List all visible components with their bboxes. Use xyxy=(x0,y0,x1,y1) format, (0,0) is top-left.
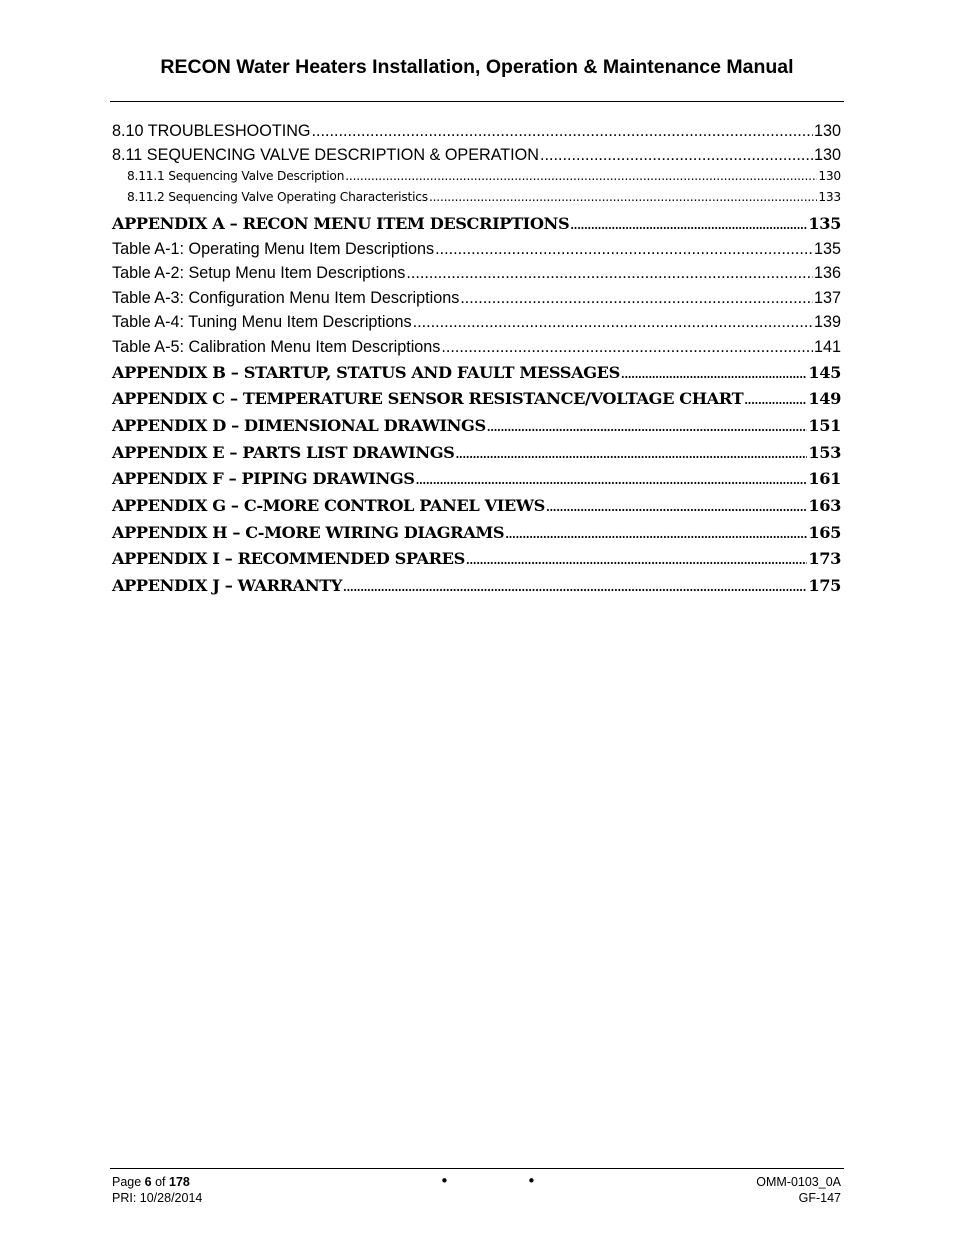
toc-leader xyxy=(455,448,807,461)
toc-leader xyxy=(435,240,813,259)
toc-entry-table-a5[interactable] xyxy=(112,338,841,357)
toc-leader xyxy=(413,313,813,332)
footer-divider xyxy=(110,1168,844,1169)
toc-entry-table-a3[interactable] xyxy=(112,289,841,308)
toc-entry-8-11[interactable] xyxy=(112,146,841,165)
toc-entry-page: 135 xyxy=(813,240,841,258)
toc-entry-appendix-j[interactable] xyxy=(112,576,841,595)
toc-leader xyxy=(540,146,813,165)
toc-entry-text: APPENDIX G – C-MORE CONTROL PANEL VIEWS xyxy=(112,496,545,515)
page-of: of xyxy=(151,1175,169,1189)
toc-leader xyxy=(416,474,808,487)
toc-entry-page: 137 xyxy=(813,289,841,307)
toc-entry-page: 175 xyxy=(808,576,841,595)
toc-entry-page: 163 xyxy=(808,496,841,515)
toc-entry-page: 151 xyxy=(808,416,841,435)
toc-entry-text: Table A-3: Configuration Menu Item Descriptions xyxy=(112,289,460,307)
toc-entry-page: 141 xyxy=(813,338,841,356)
toc-entry-appendix-g[interactable] xyxy=(112,496,841,515)
toc-leader xyxy=(343,581,807,594)
toc-entry-text: APPENDIX D – DIMENSIONAL DRAWINGS xyxy=(112,416,486,435)
toc-entry-text: APPENDIX B – STARTUP, STATUS AND FAULT MESSAGES xyxy=(112,363,620,382)
toc-entry-8-11-1[interactable] xyxy=(127,169,841,183)
footer-bullet: • xyxy=(527,1172,536,1190)
footer-left xyxy=(112,1174,202,1206)
toc-entry-text: Table A-5: Calibration Menu Item Descriptions xyxy=(112,338,441,356)
toc-entry-text: APPENDIX J – WARRANTY xyxy=(112,576,343,595)
toc-entry-page: 145 xyxy=(808,363,841,382)
toc-entry-page: 130 xyxy=(813,122,841,140)
toc-leader xyxy=(460,289,813,308)
toc-entry-table-a4[interactable] xyxy=(112,313,841,332)
document-id: OMM-0103_0A xyxy=(756,1175,841,1189)
toc-entry-appendix-c[interactable] xyxy=(112,389,841,408)
toc-entry-page: 139 xyxy=(813,313,841,331)
page-number-line xyxy=(112,1174,202,1190)
toc-leader xyxy=(744,394,807,407)
toc-entry-text: APPENDIX F – PIPING DRAWINGS xyxy=(112,469,415,488)
toc-leader xyxy=(429,190,817,204)
toc-entry-page: 173 xyxy=(808,549,841,568)
toc-entry-text: APPENDIX H – C-MORE WIRING DIAGRAMS xyxy=(112,523,505,542)
toc-entry-table-a2[interactable] xyxy=(112,264,841,283)
toc-entry-page: 153 xyxy=(808,443,841,462)
toc-entry-page: 165 xyxy=(808,523,841,542)
toc-leader xyxy=(345,169,817,183)
toc-entry-appendix-b[interactable] xyxy=(112,363,841,382)
toc-entry-page: 133 xyxy=(818,190,841,204)
toc-entry-text: 8.10 TROUBLESHOOTING xyxy=(112,122,311,140)
toc-entry-page: 130 xyxy=(818,169,841,183)
toc-leader xyxy=(312,122,813,141)
toc-entry-text: APPENDIX C – TEMPERATURE SENSOR RESISTANCE/VOLTAGE CHART xyxy=(112,389,744,408)
toc-entry-page: 161 xyxy=(808,469,841,488)
toc-leader xyxy=(406,264,813,283)
page-title: RECON Water Heaters Installation, Operation & Maintenance Manual xyxy=(160,56,794,78)
toc-entry-text: APPENDIX E – PARTS LIST DRAWINGS xyxy=(112,443,455,462)
toc-leader xyxy=(487,421,808,434)
toc-entry-8-11-2[interactable] xyxy=(127,190,841,204)
toc-entry-appendix-a[interactable] xyxy=(112,214,841,233)
page-prefix: Page xyxy=(112,1175,145,1189)
toc-entry-8-10[interactable] xyxy=(112,122,841,141)
toc-leader xyxy=(570,219,807,232)
page-number: 6 xyxy=(144,1175,152,1189)
toc-leader xyxy=(505,528,807,541)
footer-right xyxy=(756,1174,841,1206)
toc-entry-page: 130 xyxy=(813,146,841,164)
toc-leader xyxy=(621,368,808,381)
toc-entry-appendix-h[interactable] xyxy=(112,523,841,542)
toc-entry-appendix-d[interactable] xyxy=(112,416,841,435)
toc-entry-text: APPENDIX A – RECON MENU ITEM DESCRIPTIONS xyxy=(112,214,570,233)
toc-leader xyxy=(546,501,807,514)
toc-entry-text: 8.11.1 Sequencing Valve Description xyxy=(127,169,345,183)
form-id: GF-147 xyxy=(798,1191,841,1205)
toc-entry-table-a1[interactable] xyxy=(112,240,841,259)
header-divider xyxy=(110,101,844,102)
toc-entry-text: APPENDIX I – RECOMMENDED SPARES xyxy=(112,549,465,568)
toc-entry-text: 8.11 SEQUENCING VALVE DESCRIPTION & OPERATION xyxy=(112,146,539,164)
toc-entry-page: 136 xyxy=(813,264,841,282)
toc-entry-text: Table A-4: Tuning Menu Item Descriptions xyxy=(112,313,412,331)
toc-leader xyxy=(441,338,813,357)
toc-entry-page: 149 xyxy=(808,389,841,408)
pri-date: PRI: 10/28/2014 xyxy=(112,1191,203,1205)
page-total: 178 xyxy=(169,1175,190,1189)
toc-leader xyxy=(466,554,808,567)
toc-entry-appendix-f[interactable] xyxy=(112,469,841,488)
toc-entry-text: Table A-2: Setup Menu Item Descriptions xyxy=(112,264,406,282)
footer-bullet: • xyxy=(440,1172,449,1190)
toc-entry-text: Table A-1: Operating Menu Item Descriptions xyxy=(112,240,435,258)
toc-entry-text: 8.11.2 Sequencing Valve Operating Characteristics xyxy=(127,190,428,204)
toc-entry-appendix-e[interactable] xyxy=(112,443,841,462)
toc-entry-page: 135 xyxy=(808,214,841,233)
toc-entry-appendix-i[interactable] xyxy=(112,549,841,568)
